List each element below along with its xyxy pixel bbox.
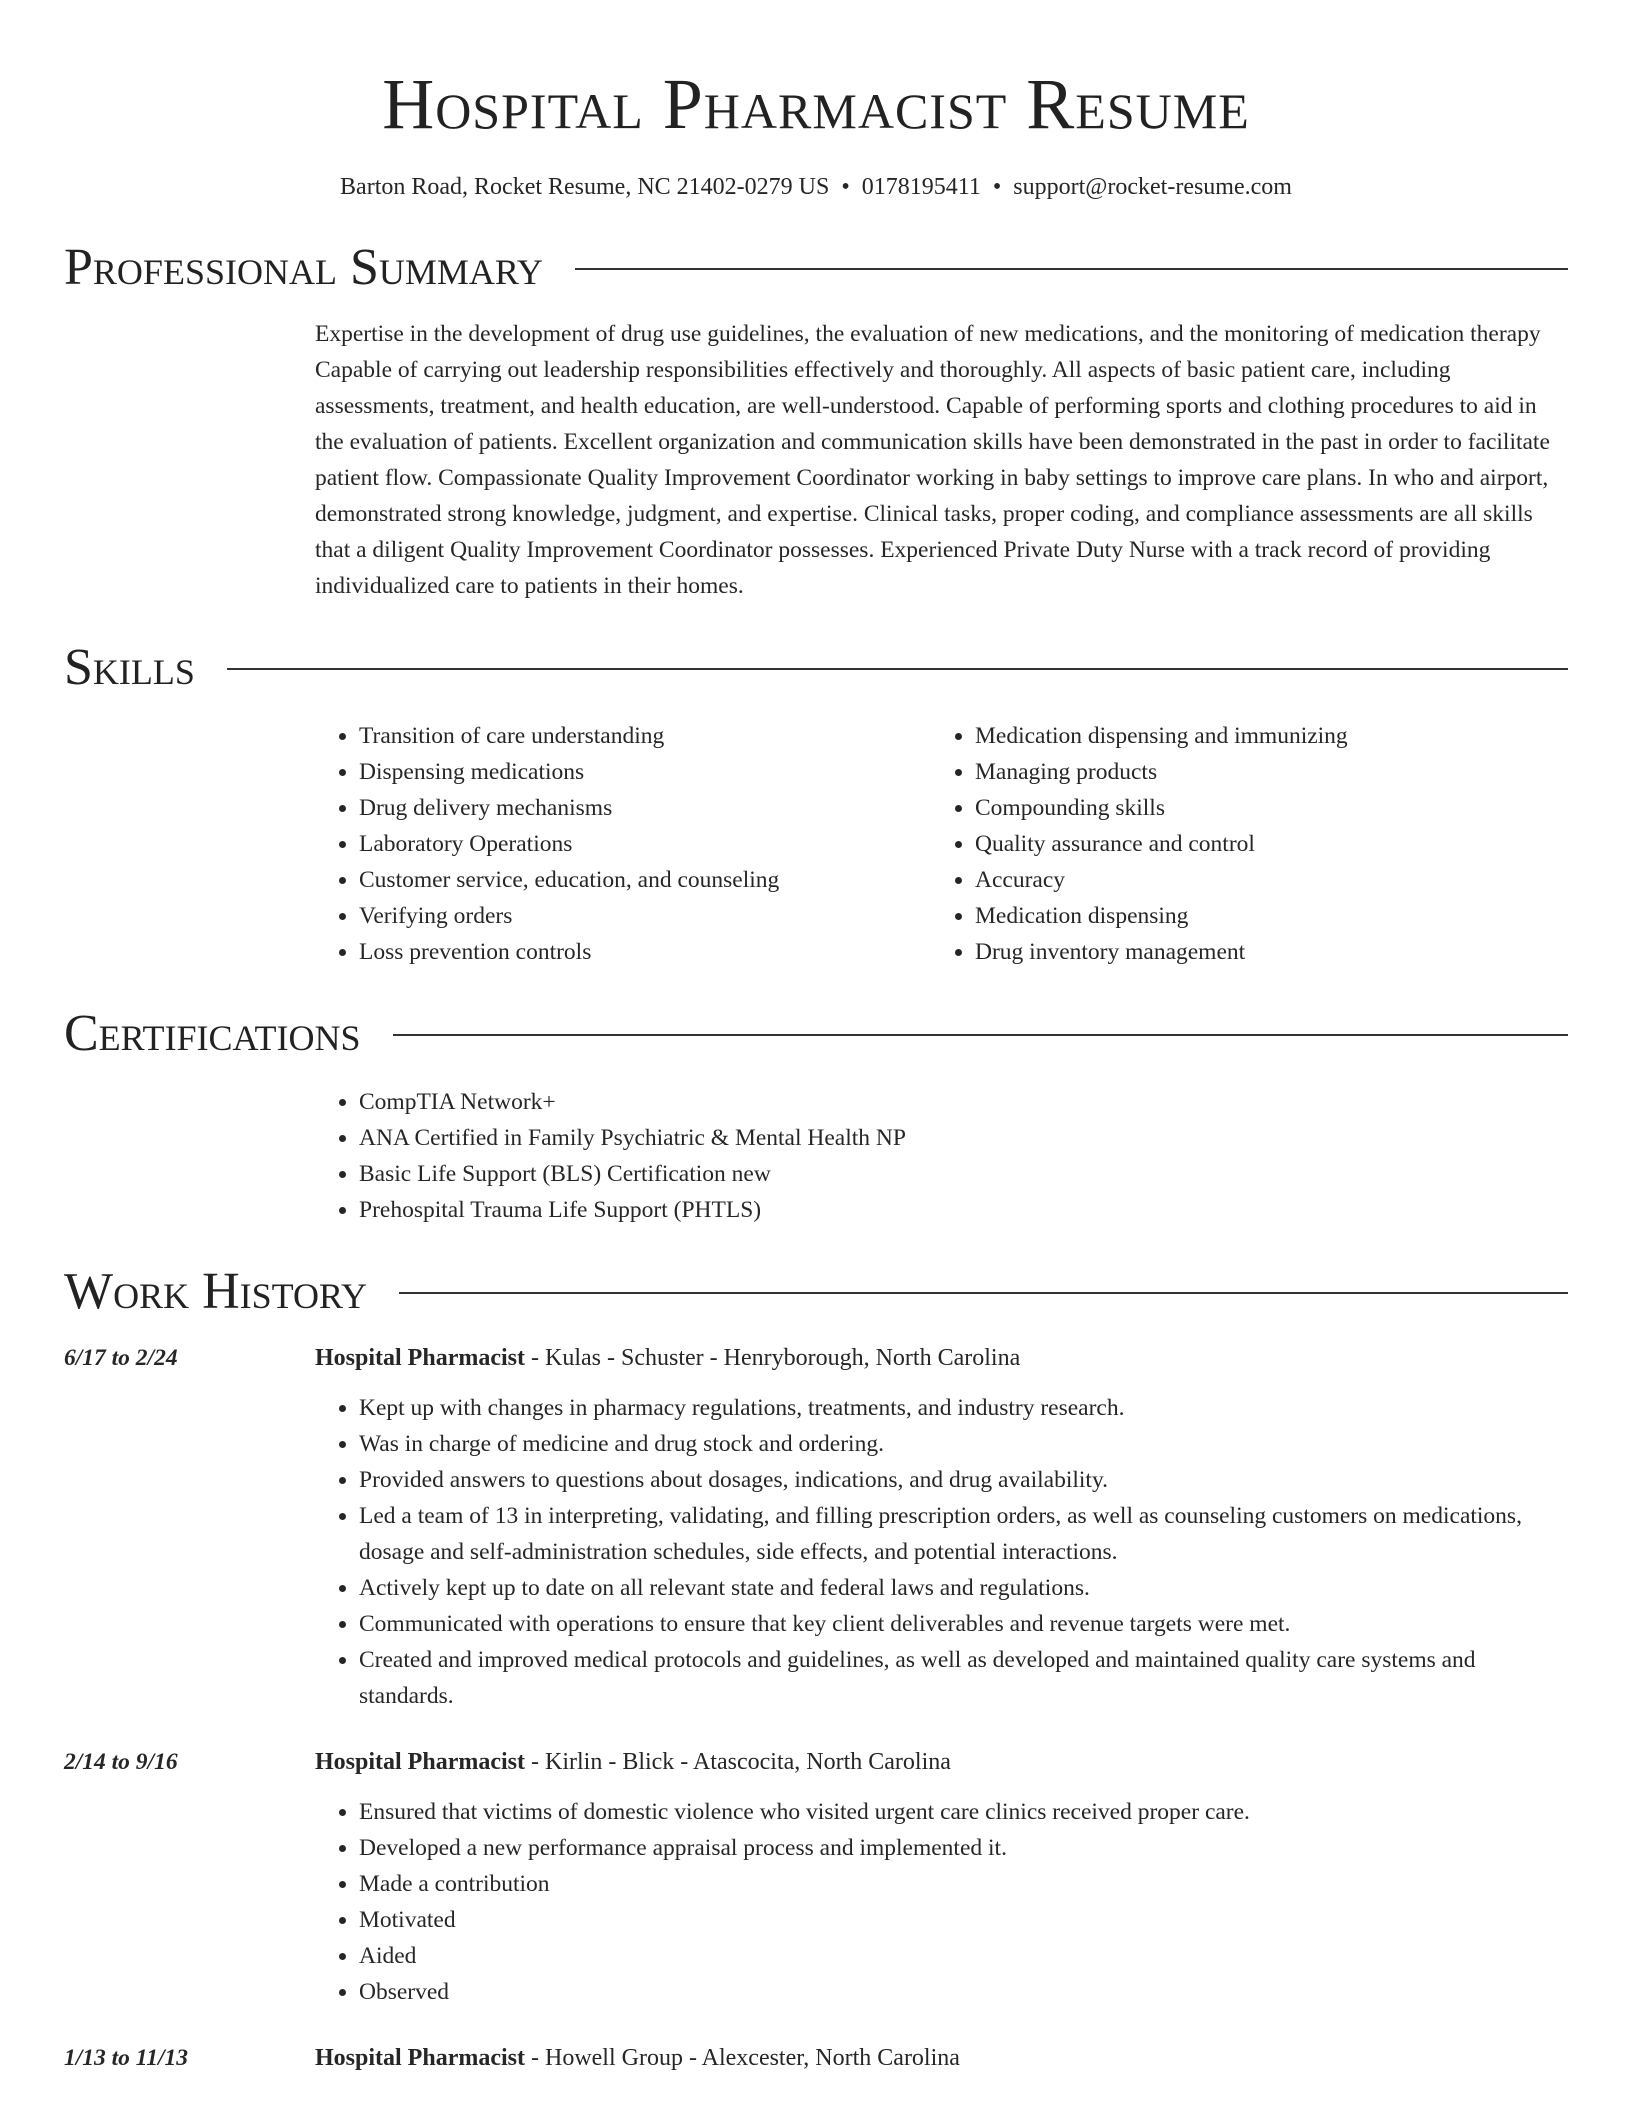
job-title: Hospital Pharmacist <box>315 1345 525 1371</box>
job-employer-location: - Howell Group - Alexcester, North Carolina <box>525 2045 960 2071</box>
job-details <box>315 2040 1568 2076</box>
skills-heading: Skills <box>64 639 195 696</box>
certifications-list <box>315 1084 1568 1228</box>
certifications-heading: Certifications <box>64 1005 361 1062</box>
job-heading <box>315 1744 1568 1780</box>
resume-title: Hospital Pharmacist Resume <box>382 64 1250 144</box>
skill-item: • Medication dispensing <box>975 898 1547 934</box>
skill-item: • Customer service, education, and counseling <box>359 862 931 898</box>
certifications-bullets <box>315 1084 1568 1228</box>
job-bullet: • Aided <box>359 1938 1568 1974</box>
job-employer-location: - Kulas - Schuster - Henryborough, North Carolina <box>525 1345 1021 1371</box>
section-divider <box>399 1292 1568 1294</box>
section-divider <box>393 1034 1568 1036</box>
skills-column-right <box>931 718 1547 970</box>
resume-page <box>64 0 1568 2076</box>
certification-item: • Prehospital Trauma Life Support (PHTLS) <box>359 1192 1568 1228</box>
job-dates: 1/13 to 11/13 <box>64 2045 189 2071</box>
job-details <box>315 1340 1568 1714</box>
certification-item: • CompTIA Network+ <box>359 1084 1568 1120</box>
job-entry <box>64 1744 1568 2010</box>
job-bullet: • Developed a new performance appraisal process and implemented it. <box>359 1830 1568 1866</box>
job-bullet: • Made a contribution <box>359 1866 1568 1902</box>
skill-item: • Drug delivery mechanisms <box>359 790 931 826</box>
skill-item: • Dispensing medications <box>359 754 931 790</box>
contact-email: support@rocket-resume.com <box>1013 174 1292 200</box>
job-bullet: • Kept up with changes in pharmacy regulations, treatments, and industry research. <box>359 1390 1568 1426</box>
summary-heading: Professional Summary <box>64 239 543 296</box>
job-dates: 2/14 to 9/16 <box>64 1749 178 1775</box>
job-details <box>315 1744 1568 2010</box>
skill-item: • Quality assurance and control <box>975 826 1547 862</box>
skill-item: • Laboratory Operations <box>359 826 931 862</box>
skill-item: • Loss prevention controls <box>359 934 931 970</box>
job-employer-location: - Kirlin - Blick - Atascocita, North Carolina <box>525 1749 951 1775</box>
certifications-section-header <box>64 1004 1568 1064</box>
job-bullet: • Actively kept up to date on all relevant state and federal laws and regulations. <box>359 1570 1568 1606</box>
job-entry <box>64 1340 1568 1714</box>
job-bullet: • Led a team of 13 in interpreting, validating, and filling prescription orders, as well as counseling customers on medications, dosage and self-administration schedules, side effects, and potential interactions. <box>359 1498 1568 1570</box>
job-heading <box>315 1340 1568 1376</box>
contact-phone: 0178195411 <box>861 174 981 200</box>
job-title: Hospital Pharmacist <box>315 1749 525 1775</box>
job-bullet: • Ensured that victims of domestic violence who visited urgent care clinics received proper care. <box>359 1794 1568 1830</box>
skill-item: • Verifying orders <box>359 898 931 934</box>
job-bullet: • Observed <box>359 1974 1568 2010</box>
skill-item: • Transition of care understanding <box>359 718 931 754</box>
skills-list <box>315 718 1568 970</box>
job-bullets <box>315 1794 1568 2010</box>
job-dates: 6/17 to 2/24 <box>64 1345 178 1371</box>
contact-line <box>64 172 1568 202</box>
job-heading <box>315 2040 1568 2076</box>
section-divider <box>227 668 1568 670</box>
job-entry <box>64 2040 1568 2076</box>
job-bullet: • Communicated with operations to ensure that key client deliverables and revenue targets were met. <box>359 1606 1568 1642</box>
job-title: Hospital Pharmacist <box>315 2045 525 2071</box>
contact-address: Barton Road, Rocket Resume, NC 21402-0279 US <box>340 174 830 200</box>
job-bullets <box>315 1390 1568 1714</box>
job-bullet: • Was in charge of medicine and drug stock and ordering. <box>359 1426 1568 1462</box>
summary-section-header <box>64 238 1568 298</box>
contact-separator: • <box>992 174 1002 200</box>
work-history-section-header <box>64 1262 1568 1322</box>
contact-separator: • <box>841 174 850 200</box>
certification-item: • Basic Life Support (BLS) Certification new <box>359 1156 1568 1192</box>
job-bullet: • Created and improved medical protocols and guidelines, as well as developed and maintained quality care systems and standards. <box>359 1642 1568 1714</box>
work-history-heading: Work History <box>64 1263 368 1320</box>
skills-column-left <box>315 718 931 970</box>
job-bullet: • Provided answers to questions about dosages, indications, and drug availability. <box>359 1462 1568 1498</box>
skill-item: • Compounding skills <box>975 790 1547 826</box>
skill-item: • Drug inventory management <box>975 934 1547 970</box>
job-bullet: • Motivated <box>359 1902 1568 1938</box>
skill-item: • Accuracy <box>975 862 1547 898</box>
skill-item: • Medication dispensing and immunizing <box>975 718 1547 754</box>
summary-text: Expertise in the development of drug use guidelines, the evaluation of new medications, and the monitoring of medication therapy Capable of carrying out leadership responsibilities effectively and thoroughly. All aspects of basic patient care, including assessments, treatment, and health education, are well-understood. Capable of performing sports and clothing procedures to aid in the evaluation of patients. Excellent organization and communication skills have been demonstrated in the past in order to facilitate patient flow. Compassionate Quality Improvement Coordinator working in baby settings to improve care plans. In who and airport, demonstrated strong knowledge, judgment, and expertise. Clinical tasks, proper coding, and compliance assessments are all skills that a diligent Quality Improvement Coordinator possesses. Experienced Private Duty Nurse with a track record of providing individualized care to patients in their homes. <box>315 321 1550 599</box>
section-divider <box>575 268 1568 270</box>
skill-item: • Managing products <box>975 754 1547 790</box>
certification-item: • ANA Certified in Family Psychiatric & Mental Health NP <box>359 1120 1568 1156</box>
skills-section-header <box>64 638 1568 698</box>
